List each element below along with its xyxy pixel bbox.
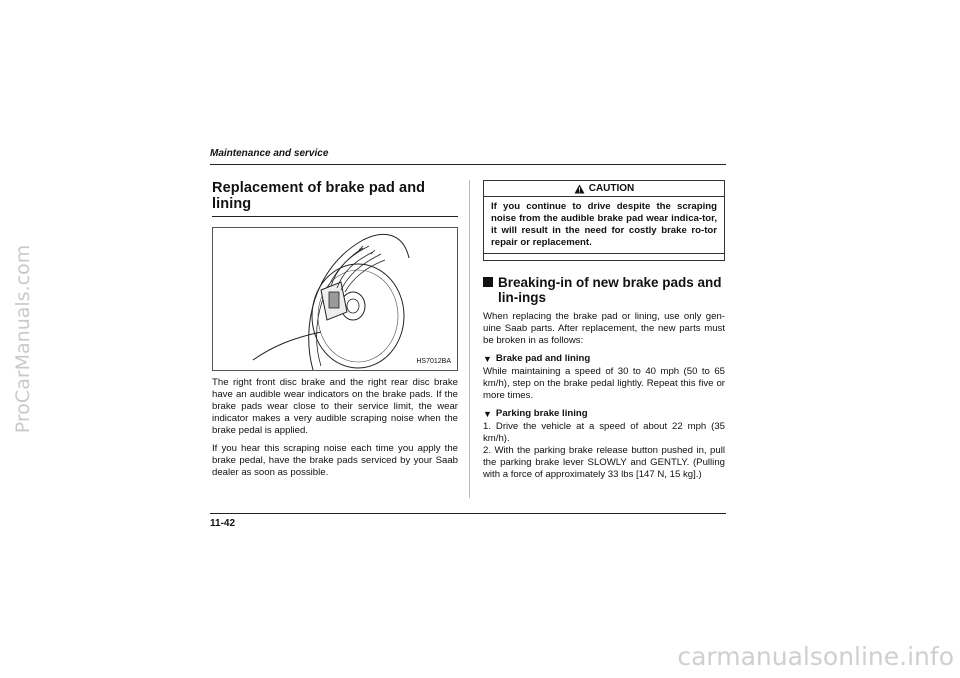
breaking-in-title-text: Breaking-in of new brake pads and lin-ings	[498, 275, 722, 305]
column-divider	[469, 180, 470, 498]
brake-pad-heading-text: Brake pad and lining	[495, 353, 591, 364]
running-head: Maintenance and service	[210, 148, 329, 159]
parking-step-2: 2. With the parking brake release button pushed in, pull the parking brake lever SLOWLY and GENTLY. (Pulling with a force of approximately 33 lbs [147 N, 15 kg].)	[483, 445, 725, 480]
triangle-down-icon: ▼	[483, 353, 492, 364]
caution-label: CAUTION	[588, 183, 635, 194]
figure-code: HS7012BA	[416, 358, 451, 365]
watermark-carmanualsonline: carmanualsonline.info	[677, 642, 954, 671]
parking-brake-heading-text: Parking brake lining	[495, 408, 588, 419]
paragraph-wear-indicator: The right front disc brake and the right rear disc brake have an audible wear indicators on the brake pads. If the brake pads wear close to their service limit, the wear indicator makes a very audible scraping noise when the brake pedal is applied.	[212, 377, 458, 436]
left-column	[212, 180, 458, 479]
breaking-in-intro: When replacing the brake pad or lining, use only gen-uine Saab parts. After replacement, the new parts must be broken in as follows:	[483, 311, 725, 346]
section-title: Replacement of brake pad and lining	[212, 180, 458, 217]
caution-box	[483, 180, 725, 261]
warning-triangle-icon	[574, 184, 585, 194]
breaking-in-title	[483, 275, 725, 305]
caution-footer	[484, 253, 724, 260]
square-bullet-icon	[483, 277, 493, 287]
parking-brake-heading	[483, 408, 725, 419]
right-column	[483, 180, 725, 481]
parking-step-1: 1. Drive the vehicle at a speed of about 22 mph (35 km/h).	[483, 421, 725, 444]
watermark-procarmanuals: ProCarManuals.com	[12, 244, 34, 434]
caution-text: If you continue to drive despite the scraping noise from the audible brake pad wear indica-tor, it will result in the need for costly brake ro-tor repair or replacement.	[491, 201, 717, 248]
header-rule	[210, 164, 726, 165]
page-number: 11-42	[210, 518, 236, 529]
footer-rule	[210, 513, 726, 514]
brake-wheel-illustration	[213, 228, 457, 370]
brake-pad-text: While maintaining a speed of 30 to 40 mph (50 to 65 km/h), step on the brake pedal lightly. Repeat this five or more times.	[483, 366, 725, 401]
caution-header	[484, 181, 724, 197]
triangle-down-icon: ▼	[483, 408, 492, 419]
paragraph-service-advice: If you hear this scraping noise each time you apply the brake pedal, have the brake pads serviced by your Saab dealer as soon as possible.	[212, 443, 458, 478]
brake-pad-heading	[483, 353, 725, 364]
brake-figure	[212, 227, 458, 371]
